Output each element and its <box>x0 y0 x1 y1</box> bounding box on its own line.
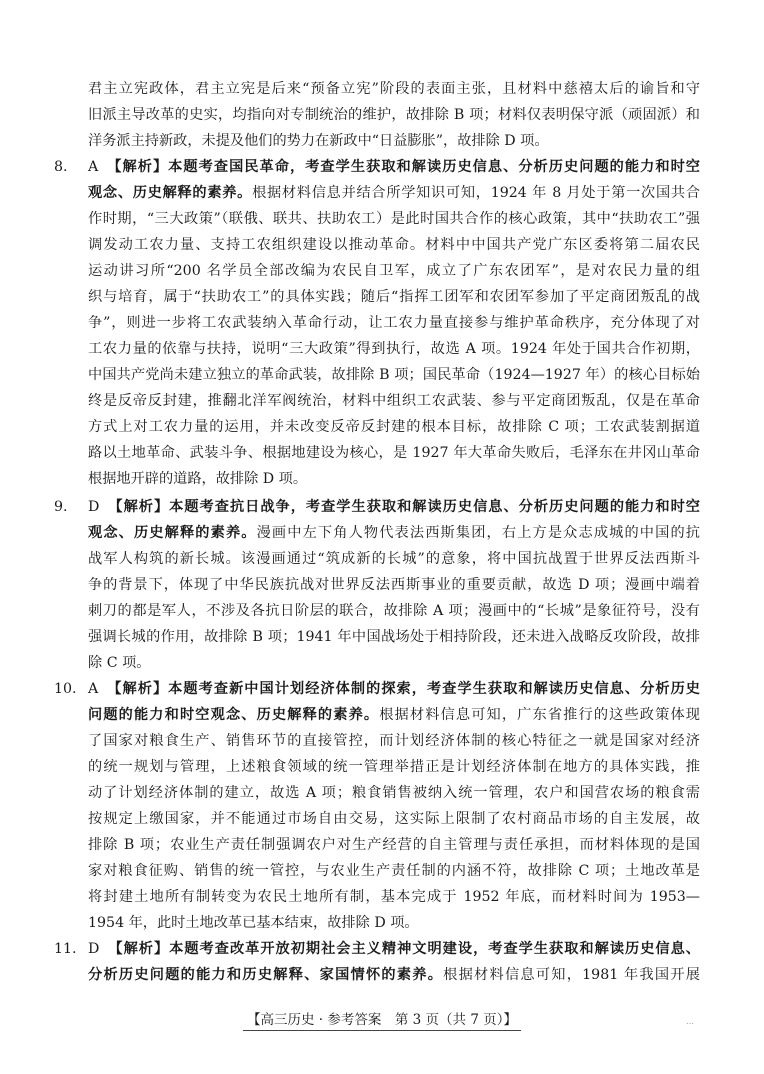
answer-item-9 <box>54 494 700 676</box>
corner-mark: … <box>686 1017 694 1026</box>
text-line: 观念、历史解释的素养。根据材料信息并结合所学知识可知，1924 年 8 月处于第一次国共合 <box>88 185 700 201</box>
item-number: 8. <box>54 159 68 175</box>
text-line: 调发动工农力量、支持工农组织建设以推动革命。材料中中国共产党广东区委将第二届农民 <box>88 237 700 253</box>
answer-item-10 <box>54 676 700 936</box>
text-line: 观念、历史解释的素养。漫画中左下角人物代表法西斯集团，右上方是众志成城的中国的抗 <box>88 525 700 541</box>
text-line: 君主立宪政体，君主立宪是后来“预备立宪”阶段的表面主张，且材料中慈禧太后的谕旨和守 <box>88 81 700 97</box>
text-line: 运动讲习所“200 名学员全部改编为农民自卫军，成立了广东农团军”，是对农民力量的组 <box>88 263 700 279</box>
text-line: 强调长城的作用，故排除 B 项；1941 年中国战场处于相持阶段，还未进入战略反攻阶段，故排 <box>88 629 700 645</box>
item-answer: A <box>88 681 99 697</box>
item-heading-line <box>54 676 700 702</box>
answer-item-8 <box>54 154 700 492</box>
text-line: 工农力量的依靠与扶持，说明“三大政策”得到执行，故选 A 项。1924 年处于国共合作初期， <box>88 341 700 357</box>
analysis-heading: 【解析】本题考查抗日战争，考查学生获取和解读历史信息、分析历史问题的能力和时空 <box>107 499 700 515</box>
text-line: 的统一规划与管理，上述粮食领域的统一管理举措正是计划经济体制在地方的具体实践，推 <box>88 759 700 775</box>
item-number: 11. <box>54 941 77 957</box>
text-line: 洋务派主持新政，未提及他们的势力在新政中“日益膨胀”，故排除 D 项。 <box>88 133 549 149</box>
analysis-heading: 【解析】本题考查改革开放初期社会主义精神文明建设，考查学生获取和解读历史信息、 <box>107 941 700 957</box>
item-heading-line <box>54 936 700 962</box>
text-line: 动了计划经济体制的建立，故选 A 项；粮食销售被纳入统一管理，农户和国营农场的粮食需 <box>88 785 700 801</box>
text-line: 问题的能力和时空观念、历史解释的素养。根据材料信息可知，广东省推行的这些政策体现 <box>88 707 700 723</box>
text-line: 刺刀的都是军人，不涉及各抗日阶层的联合，故排除 A 项；漫画中的“长城”是象征符号，没有 <box>88 603 700 619</box>
text-line <box>88 962 700 988</box>
text-line: 将封建土地所有制转变为农民土地所有制，基本完成于 1952 年底，而材料时间为 1953— <box>88 889 700 905</box>
item-number: 9. <box>54 499 68 515</box>
page-footer <box>0 1010 764 1031</box>
text-line-rest: 根据材料信息并结合所学知识可知，1924 年 8 月处于第一次国共合 <box>252 185 700 201</box>
text-line: 排除 B 项；农业生产责任制强调农户对生产经营的自主管理与责任承担，而材料体现的是国 <box>88 837 700 853</box>
text-line: 终是反帝反封建，推翻北洋军阀统治，材料中组织工农武装、参与平定商团叛乱，仅是在革命 <box>88 393 700 409</box>
text-line: 中国共产党尚未建立独立的革命武装，故排除 B 项；国民革命（1924—1927 年）的核心目标始 <box>88 367 700 383</box>
text-line: 战军人构筑的新长城。该漫画通过“筑成新的长城”的意象，将中国抗战置于世界反法西斯斗 <box>88 551 700 567</box>
text-line: 作时期，“三大政策”（联俄、联共、扶助农工）是此时国共合作的核心政策，其中“扶助农工”强 <box>88 211 700 227</box>
text-line: 家对粮食征购、销售的统一管控，与农业生产责任制的内涵不符，故排除 C 项；土地改革是 <box>88 863 700 879</box>
text-line: 按规定上缴国家，并不能通过市场自由交易，这实际上限制了农村商品市场的自主发展，故 <box>88 811 700 827</box>
item-answer: A <box>88 159 99 175</box>
item-heading-line <box>54 154 700 180</box>
text-line-rest: 根据材料信息可知，1981 年我国开展 <box>443 967 700 983</box>
answer-item-11 <box>54 936 700 988</box>
analysis-heading: 【解析】本题考查新中国计划经济体制的探索，考查学生获取和解读历史信息、分析历史 <box>106 681 700 697</box>
footer-text: 【高三历史 · 参考答案 第 3 页（共 7 页）】 <box>243 1010 521 1031</box>
text-line: 争的背景下，体现了中华民族抗战对世界反法西斯事业的重要贡献，故选 D 项；漫画中端着 <box>88 577 700 593</box>
text-line: 路以土地革命、武装斗争、根据地建设为核心，是 1927 年大革命失败后，毛泽东在井冈山革命 <box>88 445 700 461</box>
text-line: 织与培育，属于“扶助农工”的具体实践；随后“指挥工团军和农团军参加了平定商团叛乱的战 <box>88 289 700 305</box>
text-line: 争”，则进一步将工农武装纳入革命行动，让工农力量直接参与维护革命秩序，充分体现了对 <box>88 315 700 331</box>
text-line: 1954 年，此时土地改革已基本结束，故排除 D 项。 <box>88 915 419 931</box>
item-number: 10. <box>54 681 77 697</box>
text-line-bold: 分析历史问题的能力和历史解释、家国情怀的素养。 <box>88 967 444 983</box>
text-line: 旧派主导改革的史实，均指向对专制统治的维护，故排除 B 项；材料仅表明保守派（顽固派）和 <box>88 107 700 123</box>
item-answer: D <box>88 941 100 957</box>
text-line: 方式上对工农力量的运用，并未改变反帝反封建的根本目标，故排除 C 项；工农武装割据道 <box>88 419 700 435</box>
intro-paragraph <box>88 76 700 154</box>
item-answer: D <box>88 499 100 515</box>
analysis-heading: 【解析】本题考查国民革命，考查学生获取和解读历史信息、分析历史问题的能力和时空 <box>106 159 700 175</box>
text-line: 了国家对粮食生产、销售环节的直接管控，而计划经济体制的核心特征之一就是国家对经济 <box>88 733 700 749</box>
item-heading-line <box>54 494 700 520</box>
text-line: 根据地开辟的道路，故排除 D 项。 <box>88 471 308 487</box>
text-line: 除 C 项。 <box>88 655 151 671</box>
